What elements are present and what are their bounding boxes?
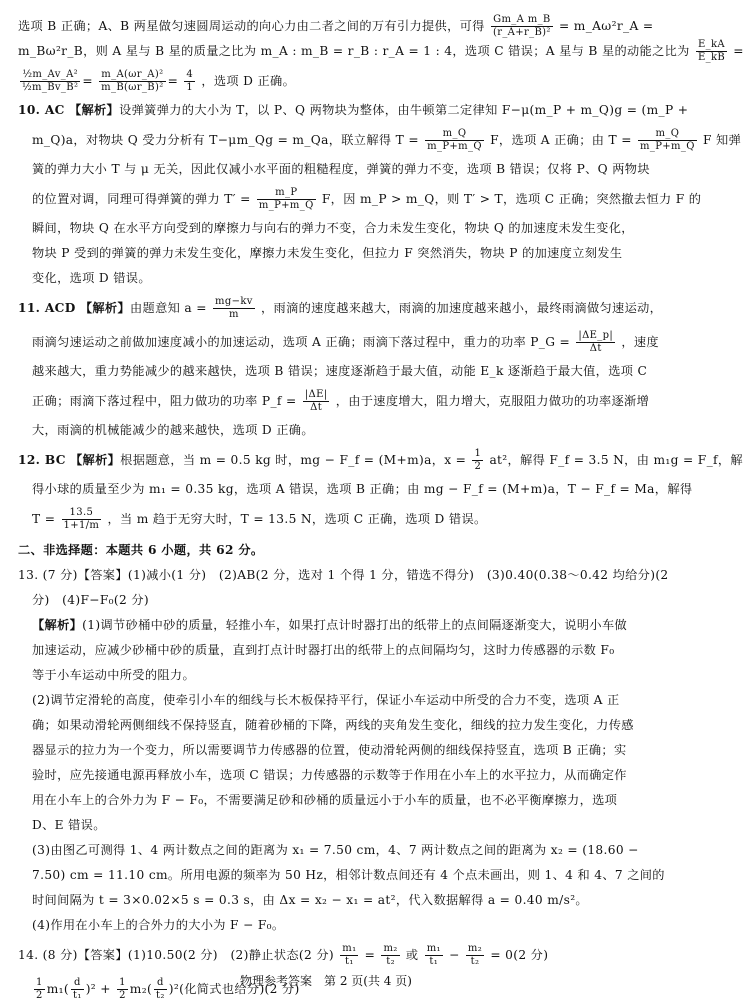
q13-analysis-line: 加速运动，应减少砂桶中砂的质量，直到打点计时器打出的纸带上的点间隔均匀，这时力传感器的示数 F₀ (32, 643, 615, 657)
q9-fraction-ek: $\frac{E\_kA}{E\_kB}$ (697, 39, 726, 63)
q10-fraction: $\frac{m\_P}{m\_P+m\_Q}$ (258, 187, 314, 211)
q14-fraction: $\frac{d}{\text{t₂}}$ (156, 977, 165, 1001)
q13-analysis-line: (3)由图乙可测得 1、4 两计数点之间的距离为 x₁ = 7.50 cm，4、7 两计数点之间的距离为 x₂ = (18.60 − (32, 843, 639, 857)
q9-fraction-kinetic: $\frac{\text{½m\_Av\_A²}}{\text{½m\_Bv\_B²}}$ (22, 69, 79, 93)
q10-line-7: 变化，选项 D 错误。 (32, 271, 151, 285)
analysis-tag: 【解析】 (79, 301, 131, 315)
q12-number: 12. BC (18, 453, 66, 467)
q13-analysis-line: 时间间隔为 t = 3×0.02×5 s = 0.3 s，由 Δx = x₂ − x₁ = at²，代入数据解得 a = 0.40 m/s²。 (32, 893, 588, 907)
q9-line-1 (18, 14, 654, 39)
q9-fraction-gravity: $\frac{\text{Gm\_A m\_B}}{\text{(r\_A+r\_B)²}}$ (492, 14, 551, 38)
q12-line-3: T = $\frac{13.5}{1+1/m}$ ，当 m 趋于无穷大时，T = 13.5 N，选项 C 正确，选项 D 错误。 (32, 507, 487, 531)
q11-line-5: 大，雨滴的机械能减少的越来越快，选项 D 正确。 (32, 423, 314, 437)
q11-line-4: 正确；雨滴下落过程中，阻力做功的功率 P_f = $\frac{|\Delta E|}{\Delta t}$ ，由于速度增大，阻力增大，克服阻力做功的功率逐渐增 (32, 389, 650, 413)
q9-text: 选项 B 正确；A、B 两星做匀速圆周运动的向心力由二者之间的万有引力提供，可得 (18, 19, 485, 33)
q11-fraction: $\frac{|\Delta E\_p|}{\Delta t}$ (578, 330, 614, 354)
q10-line-3: 簧的弹力大小 T 与 μ 无关，因此仅减小水平面的粗糙程度，弹簧的弹力不变，选项 B 错误；仅将 P、Q 两物块 (32, 162, 650, 176)
q14-fraction: $\frac{\text{m₂}}{\text{t₂}}$ (383, 943, 398, 967)
q14-answer-line-1: 14. (8 分)【答案】(1)10.50(2 分) (2)静止状态(2 分) $\frac{\text{m₁}}{\text{t₁}}$ = $\frac{\text{m₂}}{\text{t₂}}$ 或 $\frac{\text{m₁}}{\text{t₁}}$ − $\frac{\text{m₂}}{\text{t₂}}$ = 0(2 分) (18, 943, 549, 967)
q13-analysis-line: 验时，应先接通电源再释放小车，选项 C 错误；力传感器的示数等于作用在小车上的水平拉力，从而确定作 (32, 768, 627, 782)
analysis-tag: 【解析】 (32, 618, 83, 632)
q10-number: 10. AC (18, 103, 65, 117)
q10-line-2: m_Q)a，对物块 Q 受力分析有 T−μm_Qg = m_Qa，联立解得 T = $\frac{m\_Q}{m\_P+m\_Q}$ F，选项 A 正确；由 T = $\frac{m\_Q}{m\_P+m\_Q}$ F 知弹 (32, 128, 742, 152)
q11-number: 11. ACD (18, 301, 76, 315)
q11-fraction: $\frac{|\Delta E|}{\Delta t}$ (304, 389, 328, 413)
q13-analysis-line: 用在小车上的合外力为 F − F₀，不需要满足砂和砂桶的质量远小于小车的质量，也不必平衡摩擦力，选项 (32, 793, 618, 807)
q10-line-5: 瞬间，物块 Q 在水平方向受到的摩擦力与向右的弹力不变，合力未发生变化，物块 Q 的加速度未发生变化， (32, 221, 634, 235)
q10-line-6: 物块 P 受到的弹簧的弹力未发生变化，摩擦力未发生变化，但拉力 F 突然消失，物块 P 的加速度立刻发生 (32, 246, 623, 260)
q9-line-3: $\frac{\text{½m\_Av\_A²}}{\text{½m\_Bv\_B²}}$ = $\frac{\text{m\_A(ωr\_A)²}}{\text{m\_B(ωr\_B)²}}$ = $\frac{4}{1}$ ，选项 D 正确。 (22, 69, 296, 93)
q14-fraction: $\frac{\text{m₂}}{\text{t₂}}$ (467, 943, 483, 967)
q13-answer-line-1: 13. (7 分)【答案】(1)减小(1 分) (2)AB(2 分，选对 1 个得 1 分，错选不得分) (3)0.40(0.38～0.42 均给分)(2 (18, 568, 669, 582)
q9-text: m_Bω²r_B，则 A 星与 B 星的质量之比为 m_A : m_B = r_B : r_A = 1 : 4，选项 C 错误；A 星与 B 星的动能之比为 (18, 44, 690, 58)
q12-fraction: $\frac{13.5}{1+1/m}$ (63, 507, 100, 531)
q10-line-1: 10. AC 【解析】设弹簧弹力的大小为 T，以 P、Q 两物块为整体，由牛顿第二定律知 F−μ(m_P + m_Q)g = (m_P + (18, 103, 689, 117)
q13-analysis-line: 器显示的拉力为一个变力，所以需要调节力传感器的位置，使动滑轮两侧的细线保持竖直，选项 B 正确；实 (32, 743, 627, 757)
q11-line-3: 越来越大，重力势能减少的越来越快，选项 B 错误；速度逐渐趋于最大值，动能 E_k 逐渐趋于最大值，选项 C (32, 364, 648, 378)
q12-fraction: $\frac{1}{2}$ (474, 448, 482, 472)
analysis-tag: 【解析】 (68, 103, 120, 117)
q10-fraction: $\frac{m\_Q}{m\_P+m\_Q}$ (640, 128, 695, 152)
q10-line-4: 的位置对调，同理可得弹簧的弹力 T′ = $\frac{m\_P}{m\_P+m\_Q}$ F，因 m_P > m_Q，则 T′ > T，选项 C 正确；突然撤去恒力 F 的 (32, 187, 702, 211)
q9-fraction-omega: $\frac{\text{m\_A(ωr\_A)²}}{\text{m\_B(ωr\_B)²}}$ (101, 69, 164, 93)
q14-answer-line-2: $\frac{1}{2}$ m₁( $\frac{d}{\text{t₁}}$ )² + $\frac{1}{2}$ m₂( $\frac{d}{\text{t₂}}$ )²(化简式也给分)(2 分) (36, 977, 300, 1001)
q13-answer-line-2: 分) (4)F−F₀(2 分) (32, 593, 149, 607)
q12-line-1: 12. BC 【解析】根据题意，当 m = 0.5 kg 时，mg − F_f = (M+m)a，x = $\frac{1}{2}$ at²，解得 F_f = 3.5 N，由 m₁g = F_f，解 (18, 448, 743, 472)
q14-fraction: $\frac{1}{2}$ (36, 977, 43, 1001)
q11-line-1: 11. ACD 【解析】由题意知 a = $\frac{mg-kv}{m}$ ，雨滴的速度越来越大，雨滴的加速度越来越小，最终雨滴做匀速运动， (18, 296, 663, 320)
q13-analysis-line: D、E 错误。 (32, 818, 106, 832)
q9-fraction-ratio: $\frac{4}{1}$ (186, 69, 194, 93)
q13-analysis-line: (4)作用在小车上的合外力的大小为 F − F₀。 (32, 918, 285, 932)
answer-page (18, 14, 744, 1006)
q11-line-2: 雨滴匀速运动之前做加速度减小的加速运动，选项 A 正确；雨滴下落过程中，重力的功率 P_G = $\frac{|\Delta E\_p|}{\Delta t}$ ，速度 (32, 330, 659, 354)
analysis-tag: 【解析】 (70, 453, 121, 467)
section-heading: 二、非选择题：本题共 6 小题，共 62 分。 (18, 543, 264, 557)
q9-text: = m_Aω²r_A = (559, 19, 654, 33)
q13-analysis-line: (2)调节定滑轮的高度，使牵引小车的细线与长木板保持平行，保证小车运动中所受的合力不变，选项 A 正 (32, 693, 620, 707)
q12-line-2: 得小球的质量至少为 m₁ = 0.35 kg，选项 A 错误，选项 B 正确；由 mg − F_f = (M+m)a，T − F_f = Ma，解得 (32, 482, 693, 496)
q9-line-2: m_Bω²r_B，则 A 星与 B 星的质量之比为 m_A : m_B = r_B : r_A = 1 : 4，选项 C 错误；A 星与 B 星的动能之比为 $\frac{E\_kA}{E\_kB}$ = (18, 39, 744, 63)
q13-analysis-line: 等于小车运动中所受的阻力。 (32, 668, 195, 682)
q13-analysis-line: 确；如果动滑轮两侧细线不保持竖直，随着砂桶的下降，两线的夹角发生变化，细线的拉力发生变化，力传感 (32, 718, 634, 732)
q14-fraction: $\frac{\text{m₁}}{\text{t₁}}$ (342, 943, 357, 967)
q14-fraction: $\frac{1}{2}$ (119, 977, 126, 1001)
q14-fraction: $\frac{d}{\text{t₁}}$ (72, 977, 82, 1001)
page-footer: 物理参考答案 第 2 页(共 4 页) (240, 974, 412, 988)
q11-fraction: $\frac{mg-kv}{m}$ (215, 296, 253, 320)
q14-fraction: $\frac{\text{m₁}}{\text{t₁}}$ (426, 943, 441, 967)
q10-fraction: $\frac{m\_Q}{m\_P+m\_Q}$ (427, 128, 482, 152)
q13-analysis-line: 【解析】(1)调节砂桶中砂的质量，轻推小车，如果打点计时器打出的纸带上的点间隔逐渐变大，说明小车做 (32, 618, 628, 632)
q13-analysis-line: 7.50) cm = 11.10 cm。所用电源的频率为 50 Hz，相邻计数点间还有 4 个点未画出，则 1、4 和 4、7 之间的 (32, 868, 665, 882)
